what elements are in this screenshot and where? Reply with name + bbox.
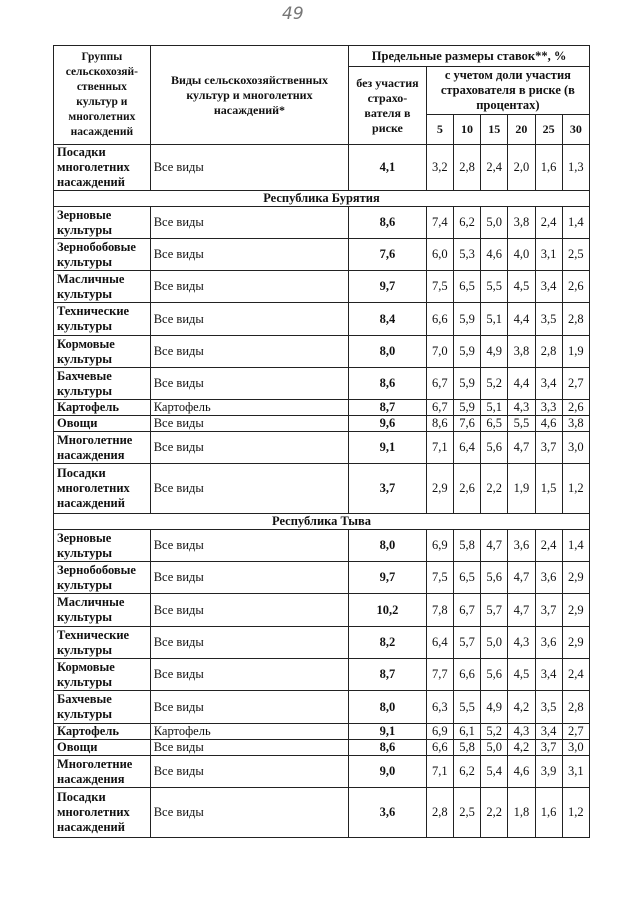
- share-rate-cell: 3,0: [562, 432, 589, 464]
- crop-type-cell: Все виды: [150, 594, 348, 627]
- share-rate-cell: 6,4: [453, 432, 480, 464]
- share-rate-cell: 5,3: [453, 239, 480, 271]
- share-rate-cell: 4,6: [535, 416, 562, 432]
- share-rate-cell: 8,6: [426, 416, 453, 432]
- share-rate-cell: 6,6: [426, 303, 453, 336]
- crop-group-cell: Овощи: [54, 740, 151, 756]
- share-rate-cell: 7,8: [426, 594, 453, 627]
- table-row: [54, 400, 590, 416]
- crop-type-cell: Все виды: [150, 336, 348, 368]
- share-rate-cell: 3,0: [562, 740, 589, 756]
- base-rate-cell: 9,0: [349, 756, 427, 788]
- share-rate-cell: 6,5: [481, 416, 508, 432]
- region-title: Республика Тыва: [54, 514, 590, 530]
- share-rate-cell: 4,0: [508, 239, 535, 271]
- share-rate-cell: 5,8: [453, 740, 480, 756]
- share-rate-cell: 5,2: [481, 368, 508, 400]
- header-limits: Предельные размеры ставок**, %: [349, 46, 590, 67]
- table-row: [54, 303, 590, 336]
- crop-group-cell: Бахчевые культуры: [54, 368, 151, 400]
- share-rate-cell: 2,0: [508, 145, 535, 191]
- table-row: [54, 464, 590, 514]
- share-rate-cell: 5,0: [481, 207, 508, 239]
- crop-type-cell: Все виды: [150, 740, 348, 756]
- header-share-5: 5: [426, 115, 453, 145]
- share-rate-cell: 3,4: [535, 271, 562, 303]
- share-rate-cell: 4,4: [508, 368, 535, 400]
- share-rate-cell: 2,4: [535, 207, 562, 239]
- share-rate-cell: 6,6: [453, 659, 480, 691]
- table-row: [54, 416, 590, 432]
- share-rate-cell: 4,7: [508, 594, 535, 627]
- share-rate-cell: 3,7: [535, 594, 562, 627]
- base-rate-cell: 8,6: [349, 207, 427, 239]
- share-rate-cell: 3,6: [508, 530, 535, 562]
- share-rate-cell: 4,6: [481, 239, 508, 271]
- crop-group-cell: Кормовые культуры: [54, 659, 151, 691]
- share-rate-cell: 2,2: [481, 788, 508, 838]
- share-rate-cell: 2,7: [562, 724, 589, 740]
- crop-type-cell: Все виды: [150, 145, 348, 191]
- share-rate-cell: 5,7: [453, 627, 480, 659]
- share-rate-cell: 4,2: [508, 740, 535, 756]
- crop-type-cell: Все виды: [150, 207, 348, 239]
- share-rate-cell: 2,6: [453, 464, 480, 514]
- share-rate-cell: 3,4: [535, 724, 562, 740]
- table-row: [54, 432, 590, 464]
- table-row: [54, 740, 590, 756]
- share-rate-cell: 1,4: [562, 530, 589, 562]
- share-rate-cell: 5,0: [481, 627, 508, 659]
- share-rate-cell: 1,2: [562, 464, 589, 514]
- table-row: [54, 562, 590, 594]
- share-rate-cell: 5,1: [481, 303, 508, 336]
- header-share-25: 25: [535, 115, 562, 145]
- share-rate-cell: 1,5: [535, 464, 562, 514]
- crop-group-cell: Бахчевые культуры: [54, 691, 151, 724]
- share-rate-cell: 1,4: [562, 207, 589, 239]
- crop-type-cell: Все виды: [150, 756, 348, 788]
- crop-type-cell: Все виды: [150, 562, 348, 594]
- crop-group-cell: Посадки многолетних насаждений: [54, 145, 151, 191]
- share-rate-cell: 6,5: [453, 271, 480, 303]
- base-rate-cell: 9,1: [349, 724, 427, 740]
- base-rate-cell: 8,2: [349, 627, 427, 659]
- share-rate-cell: 4,4: [508, 303, 535, 336]
- share-rate-cell: 2,5: [453, 788, 480, 838]
- crop-type-cell: Все виды: [150, 368, 348, 400]
- crop-type-cell: Все виды: [150, 303, 348, 336]
- share-rate-cell: 6,6: [426, 740, 453, 756]
- share-rate-cell: 6,9: [426, 530, 453, 562]
- base-rate-cell: 4,1: [349, 145, 427, 191]
- share-rate-cell: 5,9: [453, 303, 480, 336]
- share-rate-cell: 6,5: [453, 562, 480, 594]
- share-rate-cell: 2,8: [453, 145, 480, 191]
- share-rate-cell: 4,9: [481, 691, 508, 724]
- share-rate-cell: 3,9: [535, 756, 562, 788]
- share-rate-cell: 7,1: [426, 756, 453, 788]
- share-rate-cell: 2,8: [535, 336, 562, 368]
- share-rate-cell: 7,0: [426, 336, 453, 368]
- share-rate-cell: 4,3: [508, 724, 535, 740]
- share-rate-cell: 4,3: [508, 400, 535, 416]
- share-rate-cell: 5,4: [481, 756, 508, 788]
- crop-type-cell: Все виды: [150, 271, 348, 303]
- base-rate-cell: 8,7: [349, 400, 427, 416]
- crop-group-cell: Посадки многолетних насаждений: [54, 464, 151, 514]
- share-rate-cell: 3,6: [535, 627, 562, 659]
- share-rate-cell: 3,8: [508, 336, 535, 368]
- header-share-20: 20: [508, 115, 535, 145]
- crop-group-cell: Многолетние насаждения: [54, 432, 151, 464]
- share-rate-cell: 1,2: [562, 788, 589, 838]
- header-share-15: 15: [481, 115, 508, 145]
- table-header: [54, 46, 590, 145]
- share-rate-cell: 2,9: [562, 627, 589, 659]
- crop-type-cell: Все виды: [150, 788, 348, 838]
- share-rate-cell: 5,2: [481, 724, 508, 740]
- share-rate-cell: 5,5: [453, 691, 480, 724]
- share-rate-cell: 4,7: [508, 562, 535, 594]
- share-rate-cell: 6,7: [426, 400, 453, 416]
- share-rate-cell: 6,1: [453, 724, 480, 740]
- share-rate-cell: 2,8: [426, 788, 453, 838]
- share-rate-cell: 1,9: [562, 336, 589, 368]
- share-rate-cell: 2,4: [535, 530, 562, 562]
- share-rate-cell: 3,7: [535, 740, 562, 756]
- share-rate-cell: 6,4: [426, 627, 453, 659]
- base-rate-cell: 3,6: [349, 788, 427, 838]
- share-rate-cell: 3,1: [535, 239, 562, 271]
- page-number: 49: [282, 4, 304, 24]
- crop-group-cell: Зерновые культуры: [54, 207, 151, 239]
- share-rate-cell: 2,8: [562, 303, 589, 336]
- share-rate-cell: 5,6: [481, 659, 508, 691]
- region-header-row: [54, 191, 590, 207]
- region-title: Республика Бурятия: [54, 191, 590, 207]
- share-rate-cell: 6,7: [426, 368, 453, 400]
- share-rate-cell: 4,7: [481, 530, 508, 562]
- crop-type-cell: Картофель: [150, 724, 348, 740]
- share-rate-cell: 4,2: [508, 691, 535, 724]
- base-rate-cell: 8,6: [349, 740, 427, 756]
- share-rate-cell: 2,4: [481, 145, 508, 191]
- share-rate-cell: 5,5: [481, 271, 508, 303]
- share-rate-cell: 5,9: [453, 400, 480, 416]
- share-rate-cell: 2,4: [562, 659, 589, 691]
- base-rate-cell: 9,7: [349, 271, 427, 303]
- crop-type-cell: Все виды: [150, 239, 348, 271]
- share-rate-cell: 2,8: [562, 691, 589, 724]
- table-row: [54, 756, 590, 788]
- insurance-rates-table: [53, 45, 590, 838]
- crop-group-cell: Зернобобовые культуры: [54, 239, 151, 271]
- share-rate-cell: 2,5: [562, 239, 589, 271]
- share-rate-cell: 5,6: [481, 562, 508, 594]
- share-rate-cell: 7,1: [426, 432, 453, 464]
- share-rate-cell: 4,9: [481, 336, 508, 368]
- base-rate-cell: 3,7: [349, 464, 427, 514]
- share-rate-cell: 3,2: [426, 145, 453, 191]
- table-row: [54, 368, 590, 400]
- crop-type-cell: Все виды: [150, 416, 348, 432]
- table-row: [54, 627, 590, 659]
- crop-type-cell: Все виды: [150, 464, 348, 514]
- crop-group-cell: Технические культуры: [54, 303, 151, 336]
- base-rate-cell: 8,7: [349, 659, 427, 691]
- share-rate-cell: 4,7: [508, 432, 535, 464]
- crop-group-cell: Масличные культуры: [54, 271, 151, 303]
- base-rate-cell: 9,6: [349, 416, 427, 432]
- table-row: [54, 691, 590, 724]
- crop-group-cell: Зернобобовые культуры: [54, 562, 151, 594]
- share-rate-cell: 7,6: [453, 416, 480, 432]
- share-rate-cell: 4,6: [508, 756, 535, 788]
- share-rate-cell: 3,3: [535, 400, 562, 416]
- crop-type-cell: Все виды: [150, 627, 348, 659]
- table-row: [54, 724, 590, 740]
- share-rate-cell: 1,6: [535, 145, 562, 191]
- crop-type-cell: Все виды: [150, 530, 348, 562]
- header-with-share: с учетом доли участия страхователя в риске (в процентах): [426, 67, 589, 115]
- share-rate-cell: 1,3: [562, 145, 589, 191]
- crop-type-cell: Все виды: [150, 432, 348, 464]
- crop-group-cell: Картофель: [54, 724, 151, 740]
- table-row: [54, 239, 590, 271]
- share-rate-cell: 1,9: [508, 464, 535, 514]
- share-rate-cell: 3,1: [562, 756, 589, 788]
- share-rate-cell: 7,5: [426, 562, 453, 594]
- share-rate-cell: 3,5: [535, 303, 562, 336]
- crop-group-cell: Картофель: [54, 400, 151, 416]
- share-rate-cell: 5,0: [481, 740, 508, 756]
- header-crops: Виды сельскохозяйственных культур и многолетних насаждений*: [150, 46, 348, 145]
- crop-group-cell: Масличные культуры: [54, 594, 151, 627]
- base-rate-cell: 8,4: [349, 303, 427, 336]
- base-rate-cell: 8,6: [349, 368, 427, 400]
- share-rate-cell: 5,7: [481, 594, 508, 627]
- crop-group-cell: Зерновые культуры: [54, 530, 151, 562]
- table-row: [54, 336, 590, 368]
- share-rate-cell: 5,5: [508, 416, 535, 432]
- share-rate-cell: 3,4: [535, 368, 562, 400]
- share-rate-cell: 2,7: [562, 368, 589, 400]
- crop-group-cell: Кормовые культуры: [54, 336, 151, 368]
- crop-type-cell: Все виды: [150, 659, 348, 691]
- share-rate-cell: 6,3: [426, 691, 453, 724]
- share-rate-cell: 3,4: [535, 659, 562, 691]
- share-rate-cell: 1,8: [508, 788, 535, 838]
- share-rate-cell: 2,6: [562, 271, 589, 303]
- base-rate-cell: 10,2: [349, 594, 427, 627]
- share-rate-cell: 3,8: [562, 416, 589, 432]
- share-rate-cell: 2,9: [426, 464, 453, 514]
- header-base: без участия страхо-вателя в риске: [349, 67, 427, 145]
- share-rate-cell: 6,0: [426, 239, 453, 271]
- share-rate-cell: 6,9: [426, 724, 453, 740]
- region-header-row: [54, 514, 590, 530]
- header-share-30: 30: [562, 115, 589, 145]
- share-rate-cell: 7,4: [426, 207, 453, 239]
- share-rate-cell: 2,9: [562, 594, 589, 627]
- share-rate-cell: 6,2: [453, 756, 480, 788]
- share-rate-cell: 1,6: [535, 788, 562, 838]
- share-rate-cell: 6,2: [453, 207, 480, 239]
- crop-group-cell: Посадки многолетних насаждений: [54, 788, 151, 838]
- share-rate-cell: 5,9: [453, 336, 480, 368]
- share-rate-cell: 5,9: [453, 368, 480, 400]
- table-row: [54, 594, 590, 627]
- share-rate-cell: 4,5: [508, 659, 535, 691]
- share-rate-cell: 2,6: [562, 400, 589, 416]
- base-rate-cell: 9,7: [349, 562, 427, 594]
- share-rate-cell: 3,8: [508, 207, 535, 239]
- share-rate-cell: 3,7: [535, 432, 562, 464]
- table-row: [54, 271, 590, 303]
- share-rate-cell: 3,5: [535, 691, 562, 724]
- share-rate-cell: 4,5: [508, 271, 535, 303]
- header-share-10: 10: [453, 115, 480, 145]
- base-rate-cell: 9,1: [349, 432, 427, 464]
- base-rate-cell: 8,0: [349, 691, 427, 724]
- share-rate-cell: 7,5: [426, 271, 453, 303]
- table-row: [54, 659, 590, 691]
- crop-type-cell: Картофель: [150, 400, 348, 416]
- base-rate-cell: 8,0: [349, 336, 427, 368]
- share-rate-cell: 6,7: [453, 594, 480, 627]
- table-row: [54, 145, 590, 191]
- crop-group-cell: Многолетние насаждения: [54, 756, 151, 788]
- share-rate-cell: 4,3: [508, 627, 535, 659]
- crop-group-cell: Овощи: [54, 416, 151, 432]
- share-rate-cell: 5,1: [481, 400, 508, 416]
- share-rate-cell: 2,9: [562, 562, 589, 594]
- share-rate-cell: 5,8: [453, 530, 480, 562]
- share-rate-cell: 2,2: [481, 464, 508, 514]
- crop-group-cell: Технические культуры: [54, 627, 151, 659]
- header-groups: Группы сельскохозяй-ственных культур и многолетних насаждений: [54, 46, 151, 145]
- share-rate-cell: 5,6: [481, 432, 508, 464]
- base-rate-cell: 8,0: [349, 530, 427, 562]
- share-rate-cell: 7,7: [426, 659, 453, 691]
- crop-type-cell: Все виды: [150, 691, 348, 724]
- table-body: [54, 145, 590, 838]
- share-rate-cell: 3,6: [535, 562, 562, 594]
- table-row: [54, 788, 590, 838]
- table-row: [54, 530, 590, 562]
- base-rate-cell: 7,6: [349, 239, 427, 271]
- table-row: [54, 207, 590, 239]
